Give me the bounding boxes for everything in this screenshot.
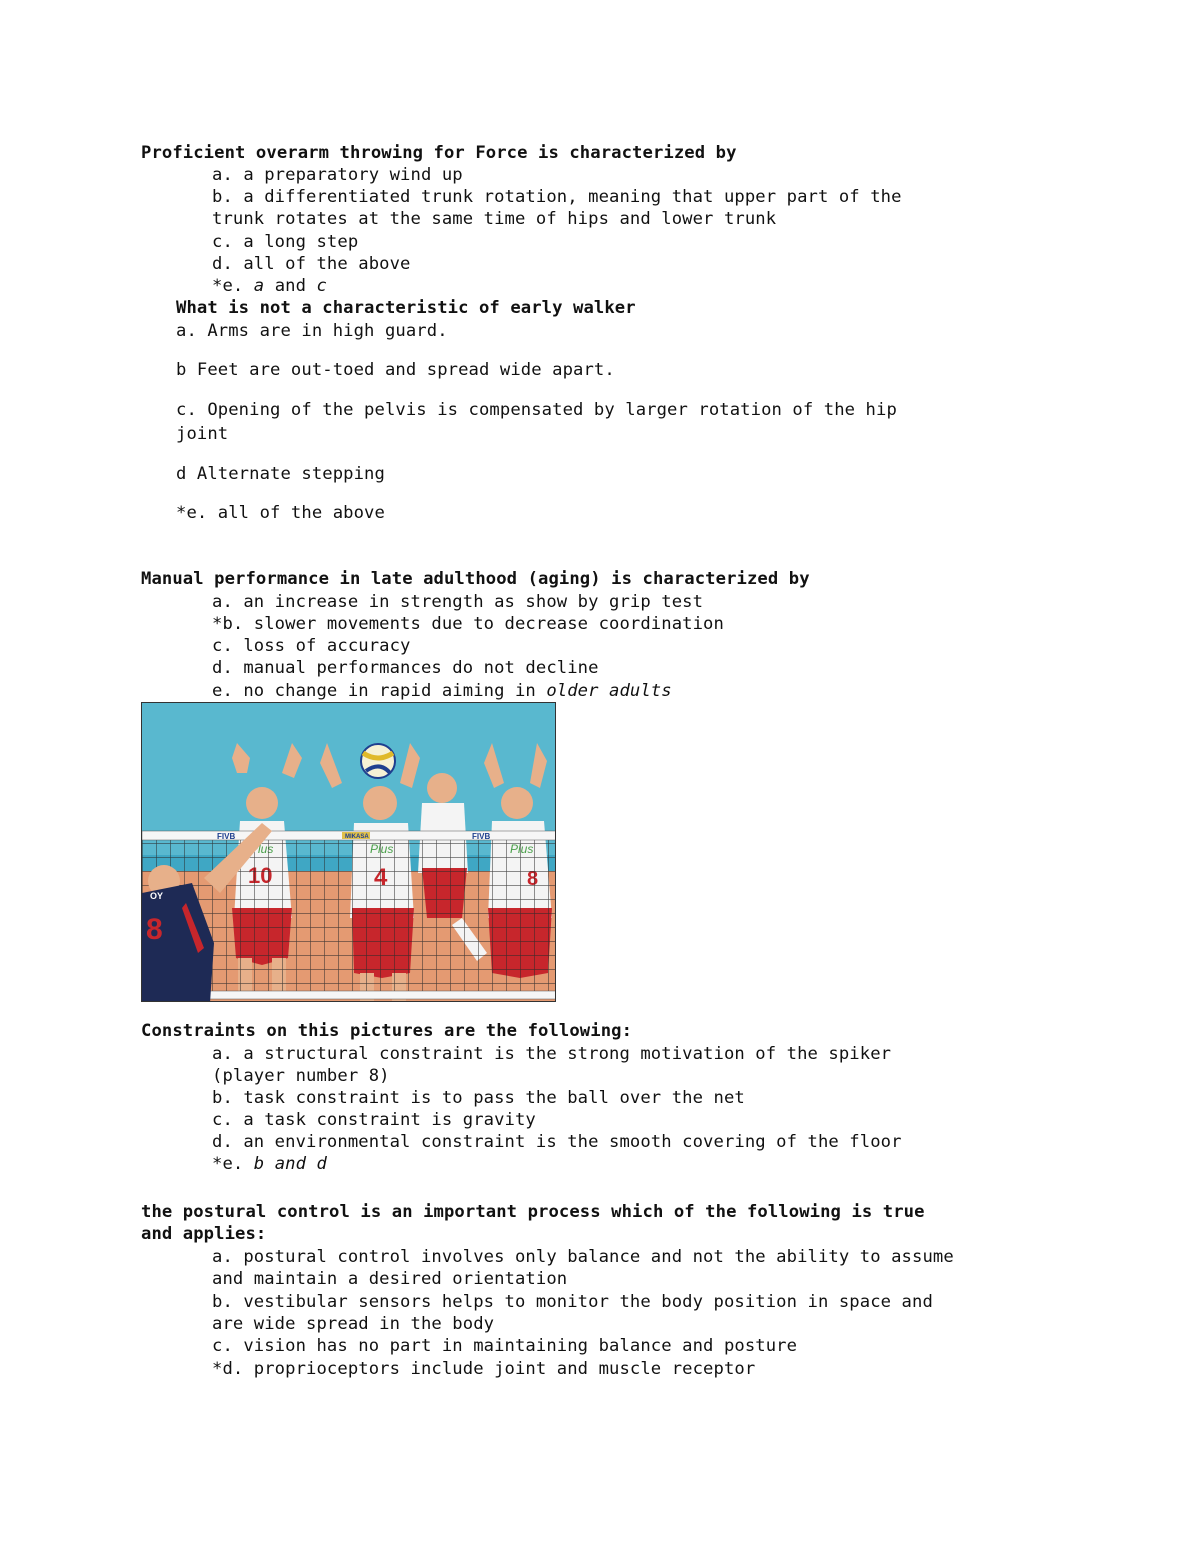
q2-option-c-line1: c. Opening of the pelvis is compensated by larger rotation of the hip — [176, 400, 897, 420]
q2-option-a: a. Arms are in high guard. — [176, 321, 448, 341]
q3-option-c: c. loss of accuracy — [212, 636, 411, 656]
q4-option-a-line2: (player number 8) — [212, 1066, 390, 1086]
spiker-number-8: 8 — [146, 913, 163, 946]
q1-option-d: d. all of the above — [212, 254, 411, 274]
question-5-title-line1: the postural control is an important process which of the following is true — [141, 1202, 925, 1222]
q4-option-c: c. a task constraint is gravity — [212, 1110, 536, 1130]
q5-option-b-line2: are wide spread in the body — [212, 1314, 495, 1334]
q4-option-d: d. an environmental constraint is the smooth covering of the floor — [212, 1132, 902, 1152]
q2-option-b: b Feet are out-toed and spread wide apart. — [176, 360, 615, 380]
q1-option-b-line1: b. a differentiated trunk rotation, meaning that upper part of the — [212, 187, 902, 207]
q5-option-d: *d. proprioceptors include joint and muscle receptor — [212, 1359, 756, 1379]
q3-option-a: a. an increase in strength as show by grip test — [212, 592, 704, 612]
q1-option-e-c: c — [316, 276, 327, 296]
q3-option-d: d. manual performances do not decline — [212, 658, 599, 678]
question-2-title: What is not a characteristic of early walker — [176, 298, 636, 318]
q3-option-b: *b. slower movements due to decrease coordination — [212, 614, 724, 634]
net-sponsor-label: MIKASA — [345, 834, 369, 840]
net-brand-right: FIVB — [472, 832, 491, 841]
spiker-name: OY — [150, 891, 164, 901]
question-4-title: Constraints on this pictures are the following: — [141, 1021, 633, 1041]
q5-option-c: c. vision has no part in maintaining balance and posture — [212, 1336, 798, 1356]
question-3-title: Manual performance in late adulthood (aging) is characterized by — [141, 569, 810, 589]
q3-option-e-prefix: e. no change in rapid aiming in — [212, 681, 547, 701]
net-brand-left: FIVB — [217, 832, 236, 841]
q1-option-e-prefix: *e. — [212, 276, 254, 296]
q5-option-a-line2: and maintain a desired orientation — [212, 1269, 568, 1289]
question-1-title: Proficient overarm throwing for Force is characterized by — [141, 143, 737, 163]
q2-option-d: d Alternate stepping — [176, 464, 385, 484]
volleyball-ball — [361, 744, 395, 778]
q4-option-e-prefix: *e. — [212, 1154, 254, 1174]
q3-option-e-italic: older adults — [546, 681, 672, 701]
q1-option-e-and: and — [264, 276, 317, 296]
q1-option-a: a. a preparatory wind up — [212, 165, 463, 185]
q1-option-e — [212, 275, 327, 297]
q2-option-e: *e. all of the above — [176, 503, 385, 523]
q1-option-e-a: a — [253, 276, 265, 296]
question-5-title-line2: and applies: — [141, 1224, 267, 1244]
q2-option-c-line2: joint — [176, 424, 229, 444]
q1-option-c: c. a long step — [212, 232, 359, 252]
q4-option-a-line1: a. a structural constraint is the strong motivation of the spiker — [212, 1044, 892, 1064]
volleyball-illustration — [142, 703, 556, 1002]
q4-option-e-italic: b and d — [253, 1154, 327, 1174]
q4-option-e — [212, 1153, 327, 1175]
q1-option-b-line2: trunk rotates at the same time of hips and lower trunk — [212, 209, 777, 229]
q5-option-a-line1: a. postural control involves only balance and not the ability to assume — [212, 1247, 954, 1267]
q4-option-b: b. task constraint is to pass the ball over the net — [212, 1088, 745, 1108]
q5-option-b-line1: b. vestibular sensors helps to monitor the body position in space and — [212, 1292, 933, 1312]
q3-option-e — [212, 680, 672, 702]
volleyball-block-photo — [141, 702, 556, 1002]
